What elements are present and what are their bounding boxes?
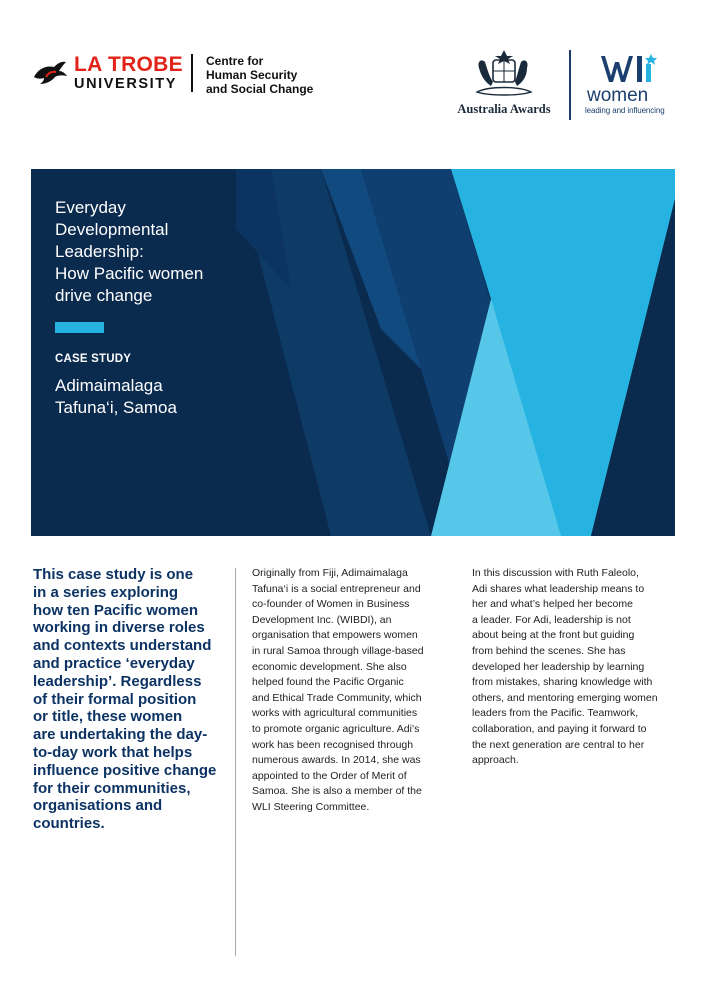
text-line: to promote organic agriculture. Adi’s	[252, 722, 420, 735]
intro-line: to-day work that helps	[33, 743, 193, 761]
intro-line: leadership’. Regardless	[33, 672, 202, 690]
title-line: drive change	[55, 286, 153, 305]
centre-name	[206, 54, 313, 96]
intro-line: This case study is one	[33, 566, 194, 583]
bio-paragraph	[252, 566, 452, 816]
australia-awards-wordmark: Australia Awards	[457, 102, 551, 116]
university-wordmark: UNIVERSITY	[74, 76, 178, 93]
text-line: leaders from the Pacific. Teamwork,	[472, 707, 639, 720]
discussion-paragraph	[472, 566, 676, 769]
case-study-label: CASE STUDY	[55, 353, 132, 365]
title-line: Everyday	[55, 198, 126, 217]
text-line: Tafuna‘i is a social entrepreneur and	[252, 582, 421, 595]
intro-line: for their communities,	[33, 779, 191, 797]
text-line: work has been recognised through	[252, 738, 414, 751]
column-divider	[235, 568, 236, 956]
la-trobe-wordmark: LA TROBE	[74, 53, 183, 77]
text-line: numerous awards. In 2014, she was	[252, 754, 421, 767]
logo-divider	[191, 54, 193, 92]
intro-line: and contexts understand	[33, 637, 212, 655]
intro-line: influence positive change	[33, 761, 217, 779]
coat-of-arms-icon	[469, 46, 539, 100]
text-line: Originally from Fiji, Adimaimalaga	[252, 567, 408, 579]
text-line: others, and mentoring emerging women	[472, 691, 658, 704]
intro-paragraph	[33, 566, 219, 833]
accent-bar	[55, 322, 104, 333]
text-line: collaboration, and paying it forward to	[472, 722, 647, 735]
text-line: developed her leadership by learning	[472, 660, 645, 673]
text-line: about being at the front but guiding	[472, 629, 635, 642]
hero-banner	[31, 169, 675, 536]
wli-women-wordmark: women	[587, 85, 649, 106]
intro-line: how ten Pacific women	[33, 601, 199, 619]
intro-line: and practice ‘everyday	[33, 654, 195, 672]
text-line: works with agricultural communities	[252, 707, 418, 720]
lyrebird-icon	[32, 57, 68, 89]
la-trobe-logo	[32, 52, 183, 94]
intro-line: of their formal position	[33, 690, 197, 708]
text-line: Samoa. She is also a member of the	[252, 785, 422, 798]
centre-line: and Social Change	[206, 82, 314, 96]
intro-line: working in diverse roles	[33, 619, 205, 637]
text-line: in rural Samoa through village-based	[252, 644, 424, 657]
text-line: her and what’s helped her become	[472, 598, 633, 611]
text-line: and Ethical Trade Community, which	[252, 691, 422, 704]
text-line: organisation that empowers women	[252, 629, 418, 642]
text-line: economic development. She also	[252, 660, 407, 673]
text-line: Adi shares what leadership means to	[472, 582, 645, 595]
wli-mark-icon	[599, 52, 659, 86]
subject-line: Adimaimalaga	[55, 376, 163, 395]
intro-line: countries.	[33, 815, 105, 833]
text-line: helped found the Pacific Organic	[252, 676, 404, 689]
text-line: Development Inc. (WIBDI), an	[252, 613, 392, 626]
title-line: Leadership:	[55, 242, 144, 261]
logo-divider	[569, 50, 571, 120]
subject-line: Tafuna‘i, Samoa	[55, 398, 177, 417]
intro-line: are undertaking the day-	[33, 726, 208, 744]
australia-awards-logo	[452, 46, 556, 120]
document-title	[55, 197, 245, 307]
case-study-subject	[55, 375, 225, 419]
wli-logo	[583, 52, 675, 122]
text-line: the next generation are central to her	[472, 738, 645, 751]
text-line: In this discussion with Ruth Faleolo,	[472, 567, 639, 579]
title-line: How Pacific women	[55, 264, 204, 283]
text-line: from behind the scenes. She has	[472, 644, 626, 657]
intro-line: organisations and	[33, 797, 163, 815]
text-line: co-founder of Women in Business	[252, 598, 410, 611]
text-line: appointed to the Order of Merit of	[252, 769, 407, 782]
text-line: a leader. For Adi, leadership is not	[472, 613, 631, 626]
centre-line: Centre for	[206, 54, 264, 68]
intro-line: or title, these women	[33, 708, 183, 726]
title-line: Developmental	[55, 220, 169, 239]
text-line: approach.	[472, 754, 519, 767]
text-line: from mistakes, sharing knowledge with	[472, 676, 653, 689]
intro-line: in a series exploring	[33, 583, 179, 601]
centre-line: Human Security	[206, 68, 298, 82]
text-line: WLI Steering Committee.	[252, 800, 370, 813]
wli-tagline: leading and influencing	[585, 106, 665, 115]
